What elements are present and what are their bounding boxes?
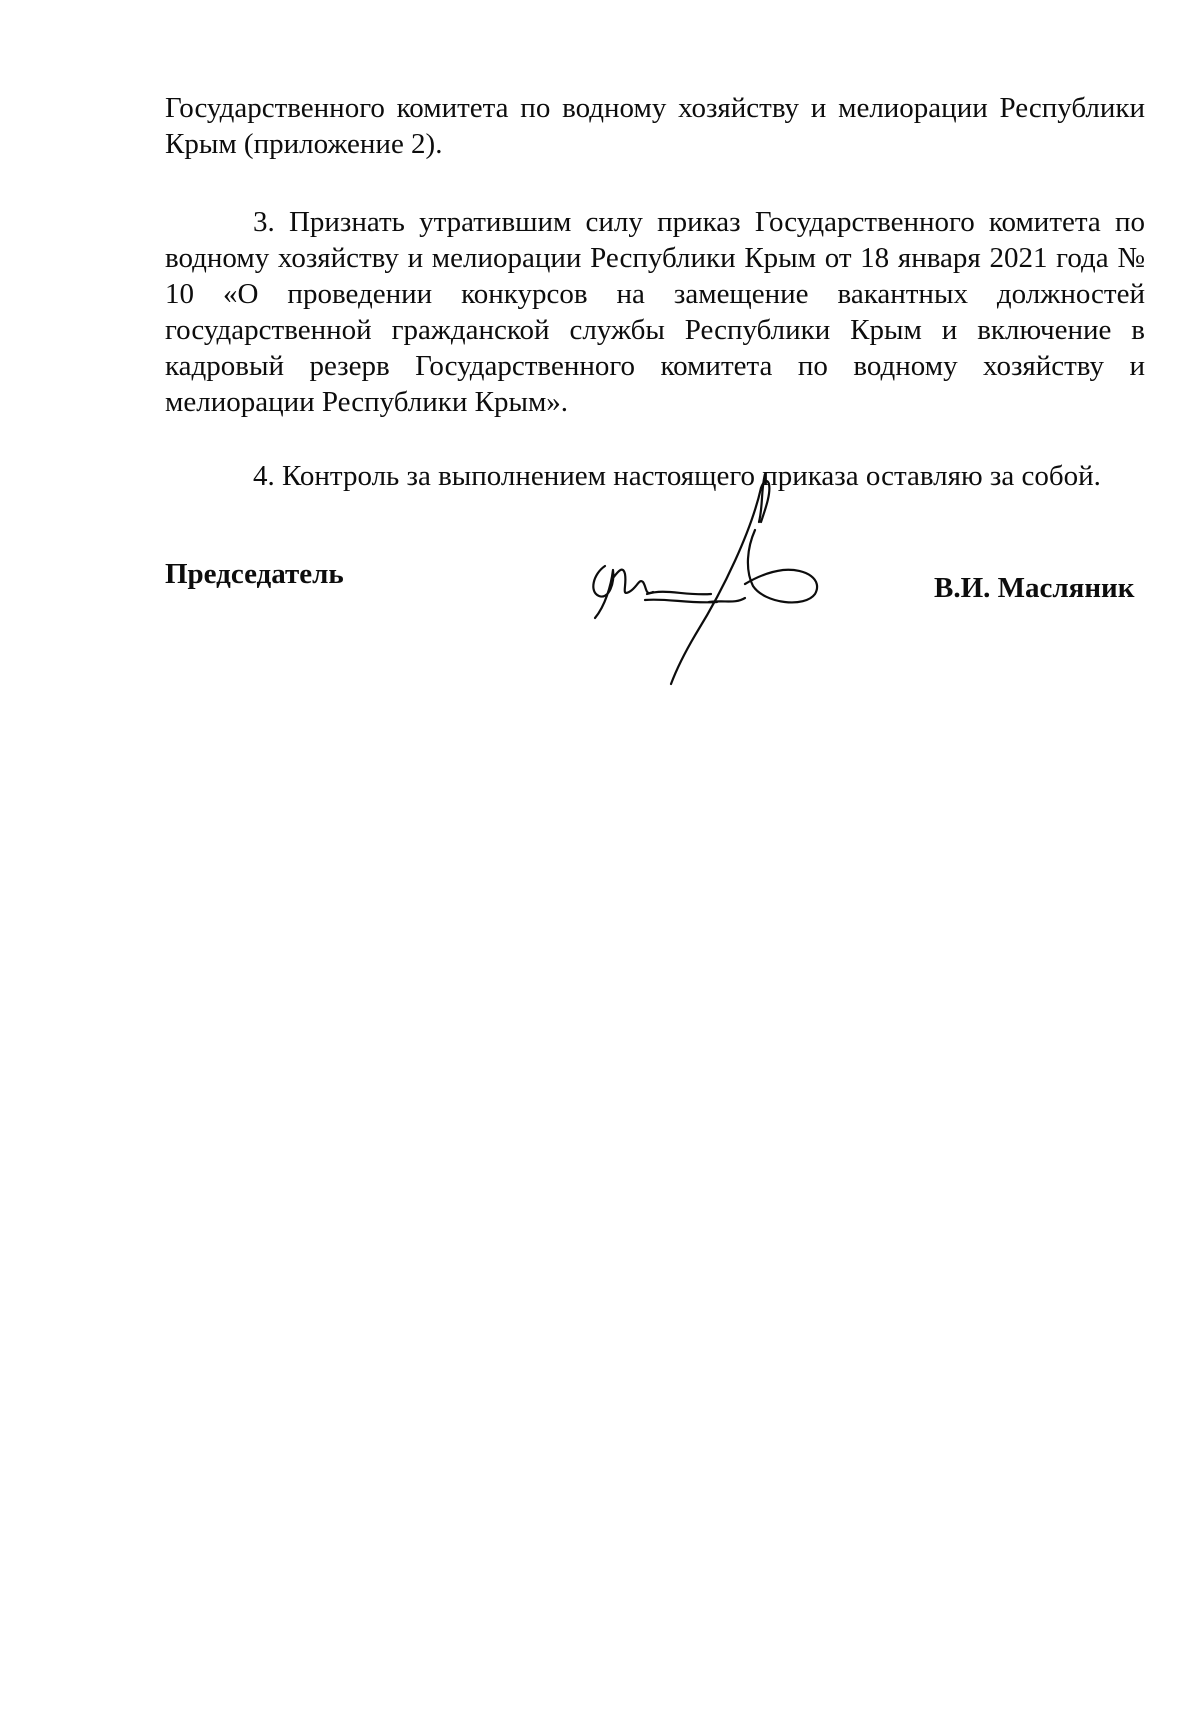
signer-position: Председатель [165,558,344,590]
paragraph-3: 3. Признать утратившим силу приказ Государственного комитета по водному хозяйству и мелиорации Республики Крым от 18 января 2021 года № 10 «О проведении конкурсов на замещение вакантных должностей государственной гражданской службы Республики Крым и включение в кадровый резерв Государственного комитета по водному хозяйству и мелиорации Республики Крым». [165,206,1145,418]
signature-block [0,556,1200,706]
paragraph-4: 4. Контроль за выполнением настоящего приказа оставляю за собой. [253,460,1101,492]
handwritten-signature-icon [585,470,885,700]
paragraph-continued: Государственного комитета по водному хозяйству и мелиорации Республики Крым (приложение 2). [165,92,1145,160]
signer-name: В.И. Масляник [934,572,1135,604]
